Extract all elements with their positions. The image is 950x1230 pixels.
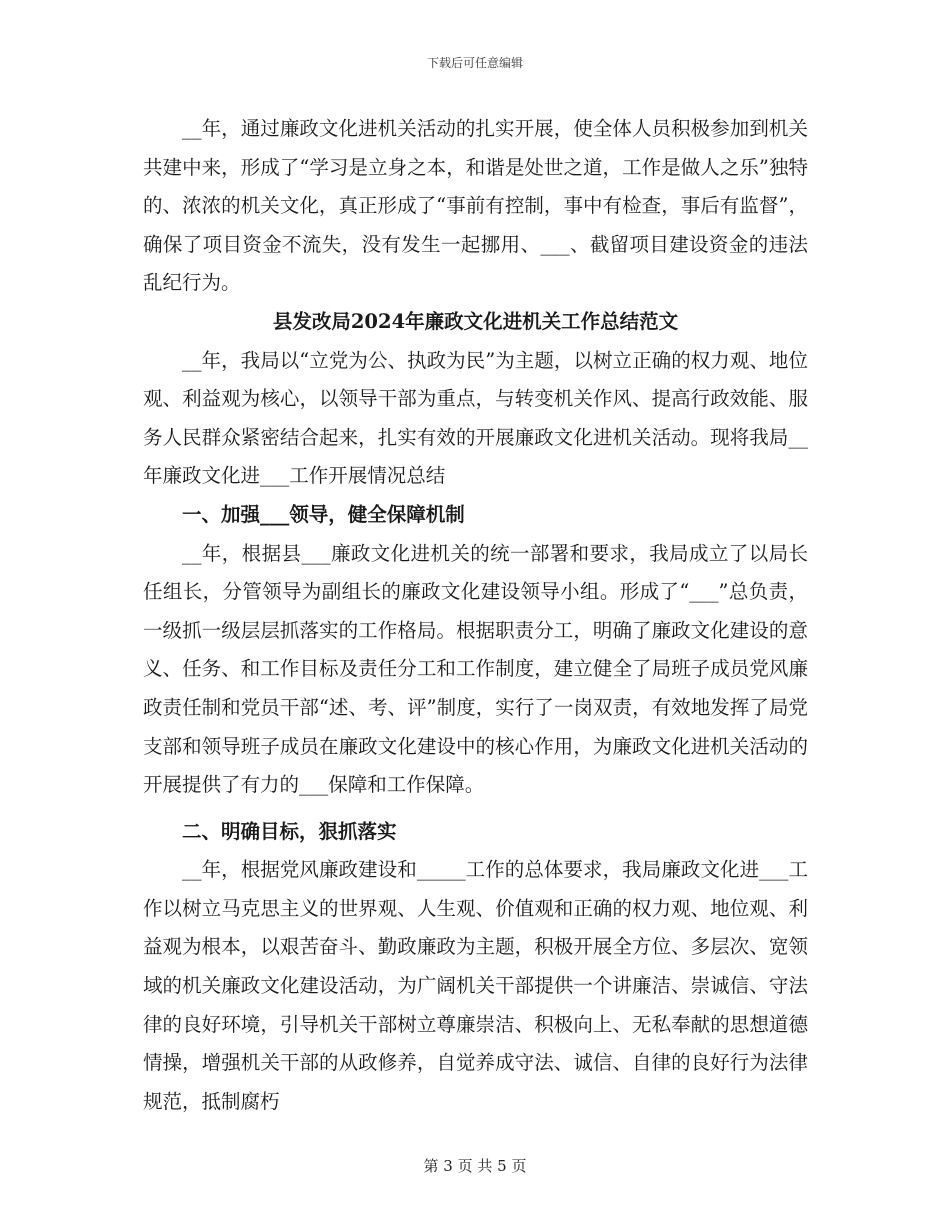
document-title: 县发改局2024年廉政文化进机关工作总结范文 — [272, 309, 679, 333]
paragraph-overview: __年，我局以“立党为公、执政为民”为主题，以树立正确的权力观、地位观、利益观为核心，以领导干部为重点，与转变机关作风、提高行政效能、服务人民群众紧密结合起来，扎实有效的开展廉政文化进机关活动。现将我局__年廉政文化进___工作开展情况总结 — [143, 348, 808, 488]
header-note: 下载后可任意编辑 — [426, 56, 523, 70]
page-number: 第 3 页 共 5 页 — [423, 1157, 527, 1175]
paragraph-section-2: __年，根据党风廉政建设和_____工作的总体要求，我局廉政文化进___工作以树立马克思主义的世界观、人生观、价值观和正确的权力观、地位观、利益观为根本，以艰苦奋斗、勤政廉政为主题，积极开展全方位、多层次、宽领域的机关廉政文化建设活动，为广阔机关干部提供一个讲廉洁、崇诚信、守法律的良好环境，引导机关干部树立尊廉崇洁、积极向上、无私奉献的思想道德情操，增强机关干部的从政修养，自觉养成守法、诚信、自律的良好行为法律规范，抵制腐朽 — [143, 858, 808, 1113]
section-heading-2: 二、明确目标，狠抓落实 — [182, 819, 397, 843]
paragraph-section-1: __年，根据县___廉政文化进机关的统一部署和要求，我局成立了以局长任组长，分管领导为副组长的廉政文化建设领导小组。形成了“___”总负责，一级抓一级层层抓落实的工作格局。根据职责分工，明确了廉政文化建设的意义、任务、和工作目标及责任分工和工作制度，建立健全了局班子成员党风廉政责任制和党员干部“述、考、评”制度，实行了一岗双责，有效地发挥了局党支部和领导班子成员在廉政文化建设中的核心作用，为廉政文化进机关活动的开展提供了有力的___保障和工作保障。 — [143, 541, 808, 797]
document-body — [143, 110, 808, 1121]
paragraph-intro: __年，通过廉政文化进机关活动的扎实开展，使全体人员积极参加到机关共建中来，形成了“学习是立身之本，和谐是处世之道，工作是做人之乐”独特的、浓浓的机关文化，真正形成了“事前有控制，事中有检查，事后有监督”，确保了项目资金不流失，没有发生一起挪用、___、截留项目建设资金的违法乱纪行为。 — [143, 117, 808, 295]
section-heading-1: 一、加强___领导，健全保障机制 — [182, 502, 465, 526]
